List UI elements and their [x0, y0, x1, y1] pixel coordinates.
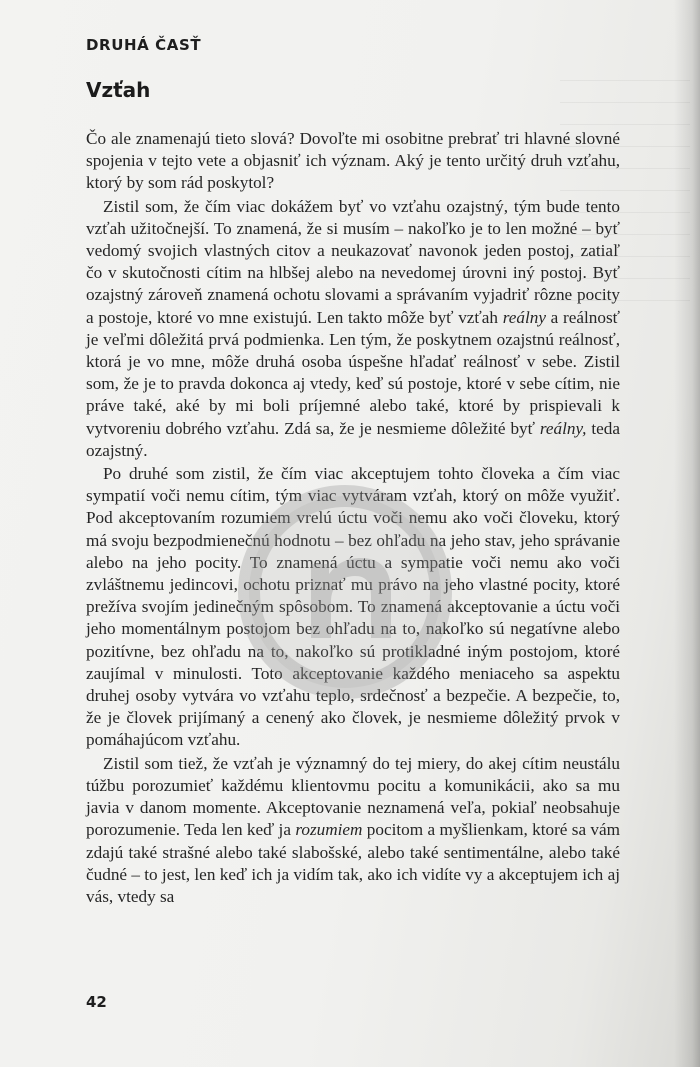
chapter-title: Vzťah	[86, 78, 151, 102]
page-number: 42	[86, 993, 107, 1011]
emphasis-realny-2: reálny,	[539, 418, 587, 438]
emphasis-realny: reálny	[502, 307, 546, 327]
paragraph-2	[86, 196, 620, 462]
emphasis-rozumiem: rozumiem	[295, 820, 363, 840]
paragraph-2-text-a: Zistil som, že čím viac dokážem byť vo vzťahu ozajstný, tým bude tento vzťah užitočnejší. To znamená, že si musím – nakoľko je to len možné – byť vedomý svojich vlastných citov a neukazovať navonok jeden postoj, zatiaľ čo v skutočnosti cítim na hlbšej alebo na nevedomej úrovni iný postoj. Byť ozajstný zároveň znamená ochotu slovami a správaním vyjadriť rôzne pocity a postoje, ktoré vo mne existujú. Len takto môže byť vzťah	[86, 196, 620, 327]
section-label: DRUHÁ ČASŤ	[86, 36, 202, 54]
paragraph-4-text-a: Zistil som tiež, že vzťah je významný do tej miery, do akej cítim neustálu túžbu porozumieť každému klientovmu pocitu a komunikácii, ako sa mu javia v danom momente. Akceptovanie neznamená veľa, pokiaľ neobsahuje porozumenie. Teda len keď ja	[86, 753, 620, 840]
paragraph-1	[86, 128, 620, 195]
paragraph-3-text: Po druhé som zistil, že čím viac akceptujem tohto človeka a čím viac sympatií voči nemu cítim, tým viac vytváram vzťah, ktorý on môže využiť. Pod akceptovaním rozumiem vrelú úctu voči nemu ako voči človeku, ktorý má svoju bezpodmienečnú hodnotu – bez ohľadu na jeho stav, jeho správanie alebo na jeho pocity. To znamená úctu a sympatie voči nemu ako voči zvláštnemu jedincovi, ochotu priznať mu právo na jeho vlastné pocity, ktoré prežíva svojím jedinečným spôsobom. To znamená akceptovanie a úctu voči jeho momentálnym postojom bez ohľadu na to, nakoľko sú negatívne alebo pozitívne, bez ohľadu na to, nakoľko sú protikladné iným postojom, ktoré zaujímal v minulosti. Toto akceptovanie každého meniaceho sa aspektu druhej osoby vytvára vo vzťahu teplo, srdečnosť a bezpečie. A bezpečie, to, že je človek prijímaný a cenený ako človek, je nesmieme dôležitý prvok v pomáhajúcom vzťahu.	[86, 464, 620, 750]
paragraph-3	[86, 463, 620, 752]
paragraph-2-text-c: teda ozajstný.	[86, 418, 620, 460]
paragraph-4-text-b: pocitom a myšlienkam, ktoré sa vám zdajú také strašné alebo také slabošské, alebo také sentimentálne, alebo také čudné – to jest, len keď ich ja vidím tak, ako ich vidíte vy a akceptujem ich aj vás, vtedy sa	[86, 820, 621, 906]
body-text	[86, 128, 620, 908]
paragraph-4	[86, 753, 620, 908]
paragraph-2-text-b: a reálnosť je veľmi dôležitá prvá podmienka. Len tým, že poskytnem ozajstnú reálnosť, ktorá je vo mne, môže druhá osoba úspešne hľadať reálnosť v sebe. Zistil som, že je to pravda dokonca aj vtedy, keď sú postoje, ktoré v sebe cítim, nie práve také, aké by mi boli príjemné alebo také, ktoré by prispievali k vytvoreniu dobrého vzťahu. Zdá sa, že je nesmieme dôležité byť	[86, 307, 620, 438]
paragraph-1-text: Čo ale znamenajú tieto slová? Dovoľte mi osobitne prebrať tri hlavné slovné spojenia v tejto vete a objasniť ich význam. Aký je tento určitý druh vzťahu, ktorý by som rád poskytol?	[86, 129, 620, 193]
